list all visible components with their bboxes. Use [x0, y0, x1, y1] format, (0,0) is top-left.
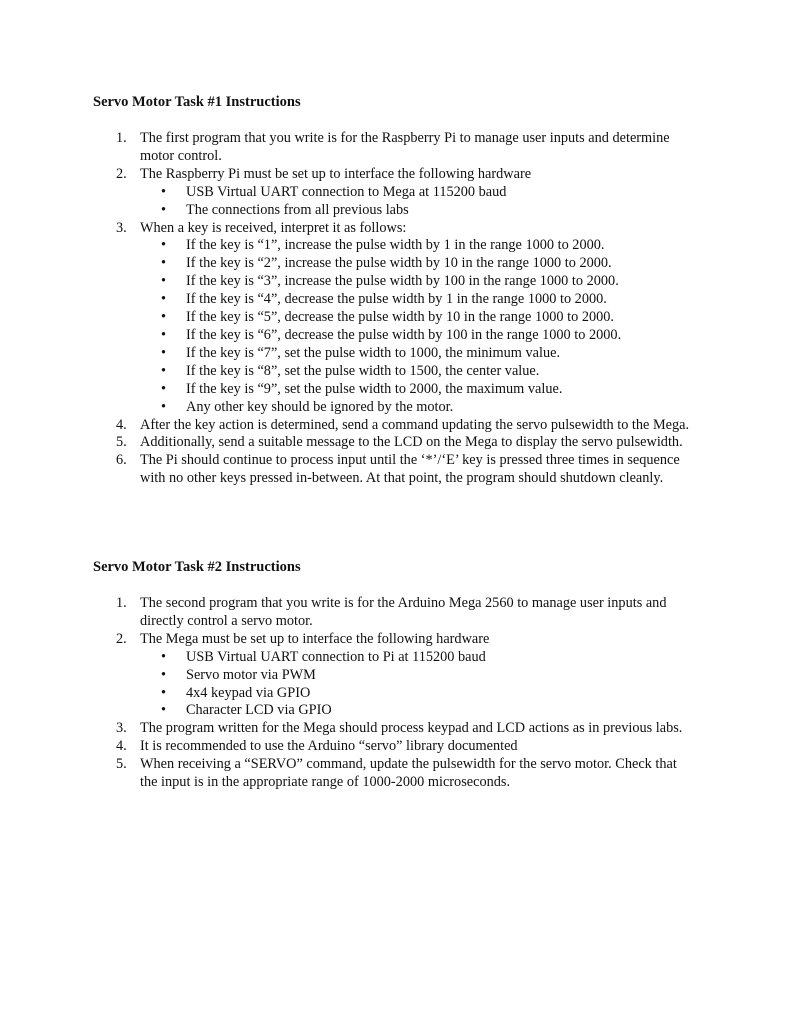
- bullet-item: • If the key is “7”, set the pulse width to 1000, the minimum value.: [161, 344, 561, 361]
- item-text: After the key action is determined, send a command updating the servo pulsewidth to the Mega.: [140, 416, 690, 433]
- section1-heading: Servo Motor Task #1 Instructions: [93, 94, 301, 110]
- bullet-item: • 4x4 keypad via GPIO: [161, 684, 311, 701]
- list-item: [0, 166, 791, 220]
- list-item: [0, 452, 791, 488]
- bullet-item: • The connections from all previous labs: [161, 201, 409, 218]
- list-item: [0, 595, 791, 631]
- bullet-item: • If the key is “6”, decrease the pulse width by 100 in the range 1000 to 2000.: [161, 326, 622, 343]
- list-item: [0, 434, 791, 452]
- bullet-list: [140, 649, 696, 721]
- item-number: 5.: [116, 756, 127, 773]
- bullet-item: • If the key is “9”, set the pulse width to 2000, the maximum value.: [161, 380, 563, 397]
- item-text: The first program that you write is for the Raspberry Pi to manage user inputs and determine motor control.: [140, 130, 670, 164]
- bullet-item: • Servo motor via PWM: [161, 666, 316, 683]
- item-text: The Mega must be set up to interface the following hardware: [140, 630, 490, 647]
- bullet-icon: •: [161, 648, 167, 665]
- bullet-icon: •: [161, 237, 167, 254]
- bullet-item: • Character LCD via GPIO: [161, 702, 332, 719]
- bullet-icon: •: [161, 380, 167, 397]
- item-text: The program written for the Mega should process keypad and LCD actions as in previous labs.: [140, 720, 683, 737]
- item-number: 2.: [116, 165, 127, 182]
- bullet-item: • If the key is “5”, decrease the pulse width by 10 in the range 1000 to 2000.: [161, 309, 614, 326]
- bullet-icon: •: [161, 326, 167, 343]
- bullet-item: • If the key is “2”, increase the pulse width by 10 in the range 1000 to 2000.: [161, 255, 612, 272]
- bullet-icon: •: [161, 183, 167, 200]
- item-number: 6.: [116, 452, 127, 469]
- bullet-list: [140, 184, 696, 220]
- item-number: 4.: [116, 738, 127, 755]
- bullet-icon: •: [161, 255, 167, 272]
- item-text: The second program that you write is for the Arduino Mega 2560 to manage user inputs and directly control a servo motor.: [140, 595, 667, 629]
- bullet-icon: •: [161, 362, 167, 379]
- bullet-icon: •: [161, 291, 167, 308]
- item-text: Additionally, send a suitable message to the LCD on the Mega to display the servo pulsewidth.: [140, 434, 683, 451]
- item-number: 2.: [116, 630, 127, 647]
- bullet-icon: •: [161, 398, 167, 415]
- item-text: It is recommended to use the Arduino “servo” library documented: [140, 738, 518, 755]
- item-text: The Raspberry Pi must be set up to interface the following hardware: [140, 165, 532, 182]
- bullet-item: • Any other key should be ignored by the motor.: [161, 398, 454, 415]
- list-item: [0, 756, 791, 792]
- item-number: 3.: [116, 720, 127, 737]
- bullet-item: • If the key is “1”, increase the pulse width by 1 in the range 1000 to 2000.: [161, 237, 605, 254]
- bullet-item: • If the key is “4”, decrease the pulse width by 1 in the range 1000 to 2000.: [161, 291, 607, 308]
- bullet-icon: •: [161, 201, 167, 218]
- bullet-item: • If the key is “8”, set the pulse width to 1500, the center value.: [161, 362, 540, 379]
- item-number: 3.: [116, 219, 127, 236]
- bullet-item: • USB Virtual UART connection to Mega at 115200 baud: [161, 183, 507, 200]
- bullet-icon: •: [161, 344, 167, 361]
- list-item: [0, 738, 791, 756]
- section2-list: [0, 595, 791, 792]
- section2-heading: Servo Motor Task #2 Instructions: [93, 559, 301, 575]
- list-item: [0, 720, 791, 738]
- bullet-icon: •: [161, 702, 167, 719]
- bullet-icon: •: [161, 684, 167, 701]
- bullet-icon: •: [161, 666, 167, 683]
- item-number: 1.: [116, 595, 127, 611]
- item-text: When a key is received, interpret it as follows:: [140, 219, 407, 236]
- list-item: [0, 220, 791, 417]
- bullet-item: • USB Virtual UART connection to Pi at 115200 baud: [161, 648, 486, 665]
- item-text: The Pi should continue to process input until the ‘*’/‘E’ key is pressed three times in sequence with no other keys pressed in-between. At that point, the program should shutdown cleanly.: [140, 452, 680, 487]
- item-number: 4.: [116, 416, 127, 433]
- bullet-icon: •: [161, 309, 167, 326]
- item-text: When receiving a “SERVO” command, update the pulsewidth for the servo motor. Check that the input is in the appropriate range of 1000-2000 microseconds.: [140, 756, 677, 791]
- section1-list: [0, 130, 791, 488]
- bullet-item: • If the key is “3”, increase the pulse width by 100 in the range 1000 to 2000.: [161, 273, 619, 290]
- list-item: [0, 631, 791, 721]
- list-item: [0, 417, 791, 435]
- bullet-icon: •: [161, 273, 167, 290]
- bullet-list: [140, 237, 696, 416]
- list-item: [0, 130, 791, 166]
- item-number: 1.: [116, 130, 127, 146]
- item-number: 5.: [116, 434, 127, 451]
